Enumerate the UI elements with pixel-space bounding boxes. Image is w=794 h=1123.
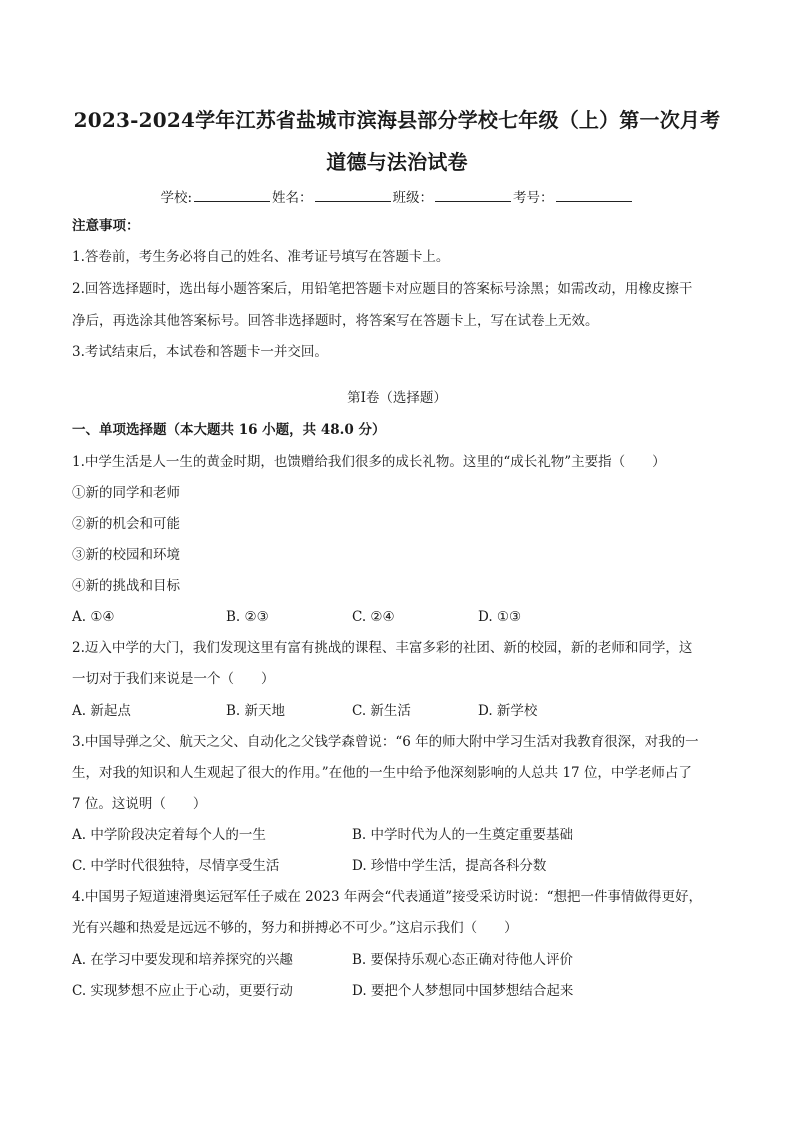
q2-option-a: A. 新起点 xyxy=(72,703,131,719)
notice-item-3: 3.考试结束后，本试卷和答题卡一并交回。 xyxy=(72,344,328,360)
q4-option-d: D. 要把个人梦想同中国梦想结合起来 xyxy=(352,983,574,999)
q1-option-c: C. ②④ xyxy=(352,609,395,625)
exam-number-label: 考号： xyxy=(513,190,554,206)
part-one-heading: 一、单项选择题（本大题共 16 小题，共 48.0 分） xyxy=(72,422,386,438)
q3-option-d: D. 珍惜中学生活，提高各科分数 xyxy=(352,858,547,874)
q2-option-b: B. 新天地 xyxy=(226,703,286,719)
exam-title-line1-text: 2023-2024学年江苏省盐城市滨海县部分学校七年级（上）第一次月考 xyxy=(73,108,721,132)
notice-item-2b: 净后，再选涂其他答案标号。回答非选择题时，将答案写在答题卡上，写在试卷上无效。 xyxy=(72,313,599,329)
q1-option-d: D. ①③ xyxy=(478,609,522,625)
notice-item-1: 1.答卷前，考生务必将自己的姓名、准考证号填写在答题卡上。 xyxy=(72,249,450,265)
notice-item-2a: 2.回答选择题时，选出每小题答案后，用铅笔把答题卡对应题目的答案标号涂黑；如需改动，用橡皮擦干 xyxy=(72,281,693,297)
class-blank[interactable] xyxy=(435,189,511,202)
q4-stem-line1: 4.中国男子短道速滑奥运冠军任子威在 2023 年两会“代表通道”接受采访时说：“想把一件事情做得更好， xyxy=(72,889,703,905)
notice-heading: 注意事项： xyxy=(72,218,140,234)
q3-stem-line2: 生，对我的知识和人生观起了很大的作用。”在他的一生中给予他深刻影响的人总共 17 位，中学老师占了 xyxy=(72,765,692,781)
q1-statement-2: ②新的机会和可能 xyxy=(72,516,180,532)
class-label: 班级： xyxy=(392,190,434,206)
q4-option-b: B. 要保持乐观心态正确对待他人评价 xyxy=(352,952,574,968)
school-label: 学校: xyxy=(160,190,193,206)
section-title: 第Ⅰ卷（选择题） xyxy=(347,390,447,406)
q3-option-c: C. 中学时代很独特，尽情享受生活 xyxy=(72,858,280,874)
q1-statement-3: ③新的校园和环境 xyxy=(72,547,180,563)
q3-stem-line3: 7 位。这说明（ ） xyxy=(72,796,207,812)
q1-option-b: B. ②③ xyxy=(226,609,269,625)
q1-statement-1: ①新的同学和老师 xyxy=(72,485,180,501)
q2-stem-line1: 2.迈入中学的大门，我们发现这里有富有挑战的课程、丰富多彩的社团、新的校园，新的老师和同学，这 xyxy=(72,640,693,656)
q3-option-b: B. 中学时代为人的一生奠定重要基础 xyxy=(352,827,574,843)
q4-option-a: A. 在学习中要发现和培养探究的兴趣 xyxy=(72,952,293,968)
name-label: 姓名： xyxy=(272,190,313,206)
q3-option-a: A. 中学阶段决定着每个人的一生 xyxy=(72,827,266,843)
q4-option-c: C. 实现梦想不应止于心动，更要行动 xyxy=(72,983,293,999)
q1-option-a: A. ①④ xyxy=(72,609,115,625)
exam-title-line2-text: 道德与法治试卷 xyxy=(326,150,468,174)
q3-stem-line1: 3.中国导弹之父、航天之父、自动化之父钱学森曾说：“6 年的师大附中学习生活对我教育很深，对我的一 xyxy=(72,734,699,750)
q1-statement-4: ④新的挑战和目标 xyxy=(72,578,180,594)
q2-option-c: C. 新生活 xyxy=(352,703,411,719)
school-blank[interactable] xyxy=(194,189,270,202)
exam-title-line1 xyxy=(0,104,794,133)
q1-stem: 1.中学生活是人一生的黄金时期，也馈赠给我们很多的成长礼物。这里的“成长礼物”主要指（ ） xyxy=(72,454,666,470)
name-blank[interactable] xyxy=(315,189,391,202)
exam-number-blank[interactable] xyxy=(556,189,632,202)
q4-stem-line2: 光有兴趣和热爱是远远不够的，努力和拼搏必不可少。”这启示我们（ ） xyxy=(72,920,518,936)
q2-stem-line2: 一切对于我们来说是一个（ ） xyxy=(72,671,275,687)
exam-title-line2 xyxy=(0,146,794,175)
q2-option-d: D. 新学校 xyxy=(478,703,538,719)
student-info-row xyxy=(0,186,794,206)
